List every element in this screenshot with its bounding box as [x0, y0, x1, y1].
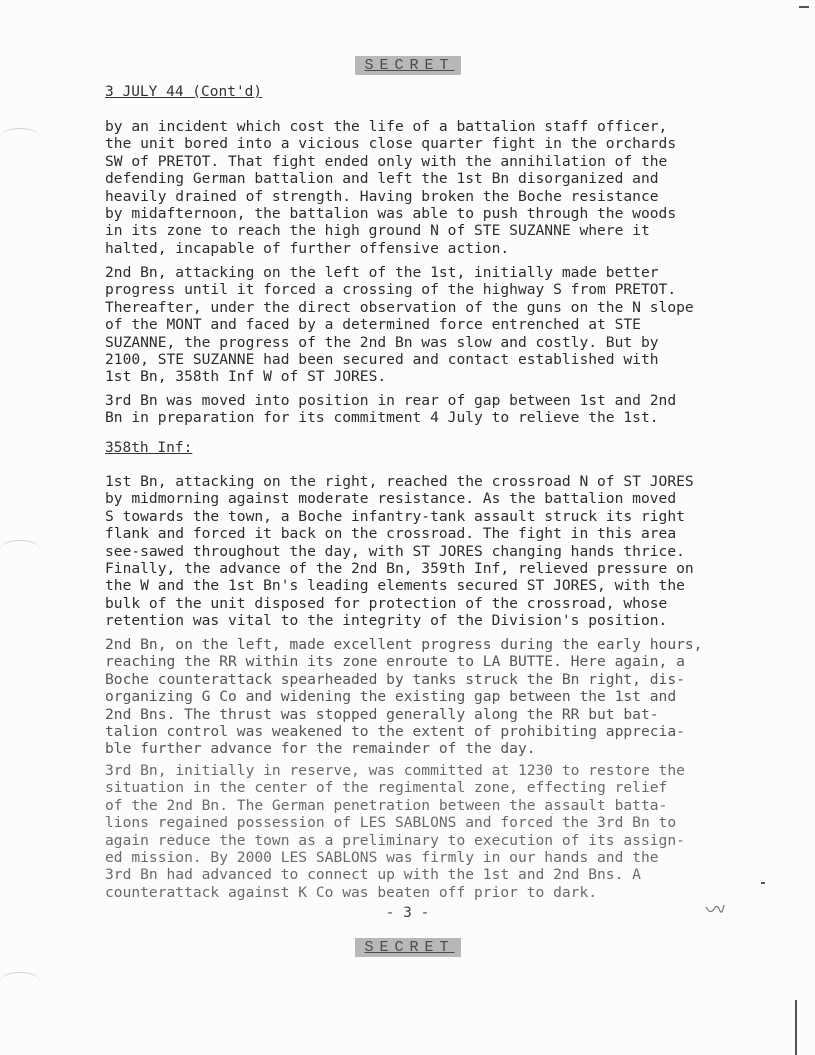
margin-punch-mark [0, 540, 40, 559]
section-heading-358th: 358th Inf: [105, 440, 193, 456]
paragraph-1: by an incident which cost the life of a battalion staff officer, the unit bored into a vicious close quarter fight in the orchards SW of PRETOT. That fight ended only with the annihilation of the defending German battalion and left the 1st Bn disorganized and heavily drained of strength. Having broken the Boche resistance by midafternoon, the battalion was able to push through the woods in its zone to reach the high ground N of STE SUZANNE where it halted, incapable of further offensive action. [105, 118, 677, 257]
paragraph-358-2: 2nd Bn, on the left, made excellent progress during the early hours, reaching the RR within its zone enroute to LA BUTTE. Here again, a Boche counterattack spearheaded by tanks struck the Bn right, dis- organizing G Co and widening the existing gap between the 1st and 2nd Bns. The thrust was stopped generally along the RR but bat- talion control was weakened to the extent of prohibiting apprecia- ble further advance for the remainder of the day. [105, 636, 703, 758]
margin-punch-mark [0, 972, 40, 991]
classification-stamp-bottom: SECRET [354, 938, 460, 957]
page-number: - 3 - [385, 905, 430, 921]
page-edge-line [795, 1000, 797, 1055]
margin-punch-mark [0, 128, 40, 147]
edge-mark [761, 882, 765, 884]
paragraph-2: 2nd Bn, attacking on the left of the 1st, initially made better progress until it forced a crossing of the highway S from PRETOT. Thereafter, under the direct observation of the guns on the N slope of the MONT and faced by a determined force entrenched at STE SUZANNE, the progress of the 2nd Bn was slow and costly. But by 2100, STE SUZANNE had been secured and contact established with 1st Bn, 358th Inf W of ST JORES. [105, 264, 694, 386]
classification-stamp-top: SECRET [354, 56, 460, 75]
date-heading: 3 JULY 44 (Cont'd) [105, 84, 263, 100]
paragraph-358-1: 1st Bn, attacking on the right, reached the crossroad N of ST JORES by midmorning against moderate resistance. As the battalion moved S towards the town, a Boche infantry-tank assault struck its right flank and forced it back on the crossroad. The fight in this area see-sawed throughout the day, with ST JORES changing hands thrice. Finally, the advance of the 2nd Bn, 359th Inf, relieved pressure on the W and the 1st Bn's leading elements secured ST JORES, with the bulk of the unit disposed for protection of the crossroad, whose retention was vital to the integrity of the Division's position. [105, 473, 694, 630]
handwritten-initial-mark [700, 895, 730, 925]
corner-mark [799, 6, 809, 8]
paragraph-3: 3rd Bn was moved into position in rear of gap between 1st and 2nd Bn in preparation for its commitment 4 July to relieve the 1st. [105, 392, 677, 427]
paragraph-358-3: 3rd Bn, initially in reserve, was committed at 1230 to restore the situation in the center of the regimental zone, effecting relief of the 2nd Bn. The German penetration between the assault batta- lions regained possession of LES SABLONS and forced the 3rd Bn to again reduce the town as a preliminary to execution of its assign- ed mission. By 2000 LES SABLONS was firmly in our hands and the 3rd Bn had advanced to connect up with the 1st and 2nd Bns. A counterattack against K Co was beaten off prior to dark. [105, 762, 685, 901]
